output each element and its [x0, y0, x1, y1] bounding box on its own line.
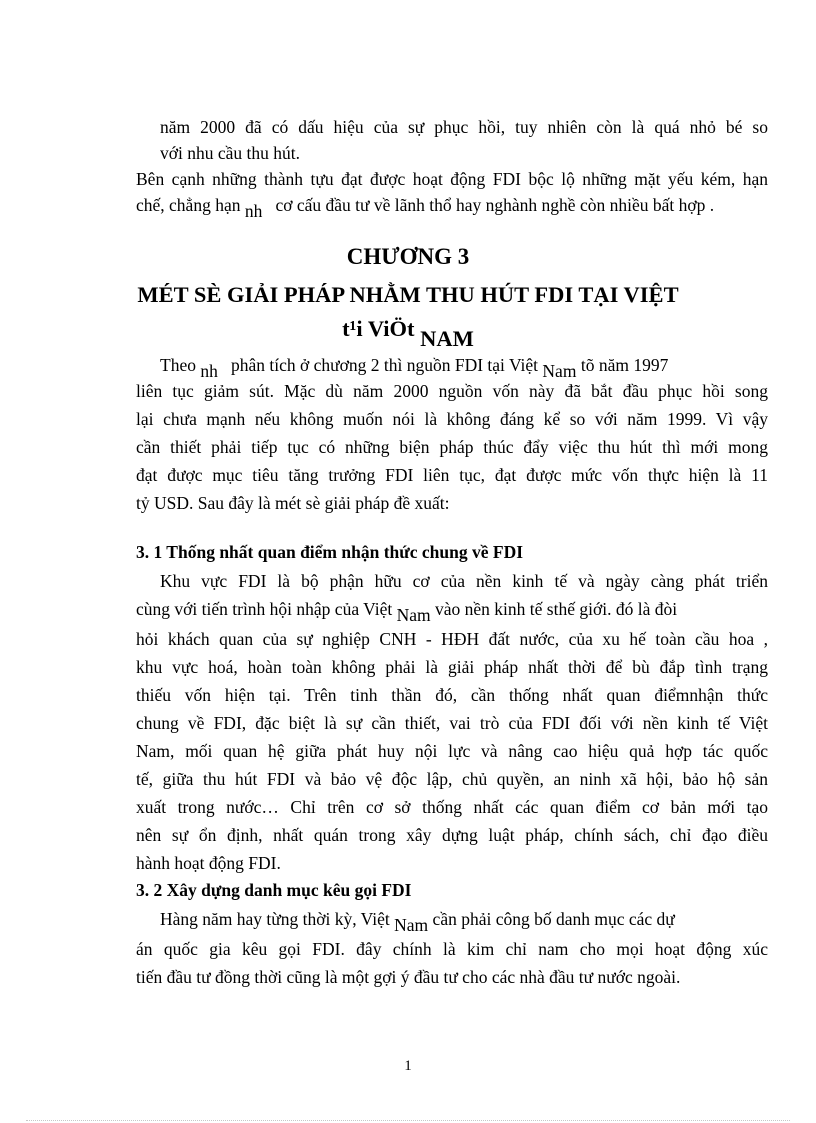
- s31-line-2: [136, 598, 677, 626]
- intro-line-4-text-a: chế, chẳng hạn: [136, 195, 241, 215]
- s31-line-4: khu vực hoá, hoàn toàn không phải là giải pháp nhất thời để bù đắp tình trạng: [136, 657, 768, 677]
- p1-line-1-sub: nh: [200, 361, 218, 381]
- chapter-title-line-2-a: t¹i ViÖt: [342, 316, 415, 341]
- s32-line-1-sub: Nam: [394, 915, 429, 935]
- p1-line-1-a: Theo: [160, 355, 196, 375]
- s32-line-1-a: Hàng năm hay từng thời kỳ, Việt: [160, 909, 390, 929]
- p1-line-6: tỷ USD. Sau đây là mét sè giải pháp đề xuất:: [136, 493, 450, 513]
- intro-line-3: Bên cạnh những thành tựu đạt được hoạt động FDI bộc lộ những mặt yếu kém, hạn: [136, 169, 768, 189]
- intro-line-1: năm 2000 đã có dấu hiệu của sự phục hồi, tuy nhiên còn là quá nhỏ bé so: [160, 117, 768, 137]
- s31-line-2-b: vào nền kinh tế sthế giới. đó là đòi: [435, 599, 678, 619]
- s31-line-3: hỏi khách quan của sự nghiệp CNH - HĐH đất nước, của xu hế toàn cầu hoa ,: [136, 629, 768, 649]
- p1-line-1-b: phân tích ở chương 2 thì nguồn FDI tại Việt: [230, 355, 539, 375]
- s31-line-10: nên sự ổn định, nhất quán trong xây dựng luật pháp, chính sách, chỉ đạo điều: [136, 825, 768, 845]
- chapter-title-line-2-b: NAM: [420, 326, 474, 351]
- p1-line-1: [160, 354, 668, 382]
- section-3-1-heading: 3. 1 Thống nhất quan điểm nhận thức chung về FDI: [136, 542, 524, 562]
- p1-line-1-c: tõ năm 1997: [580, 355, 669, 375]
- section-3-2-heading: 3. 2 Xây dựng danh mục kêu gọi FDI: [136, 880, 412, 900]
- s31-line-7: Nam, mối quan hệ giữa phát huy nội lực và nâng cao hiệu quả hợp tác quốc: [136, 741, 768, 761]
- s31-line-11: hành hoạt động FDI.: [136, 853, 281, 873]
- page-bottom-divider: [26, 1120, 790, 1121]
- intro-line-4: [136, 194, 714, 222]
- intro-line-4-sub: nh: [244, 201, 263, 221]
- chapter-title-line-1: MÉT SÈ GIẢI PHÁP NHẰM THU HÚT FDI TẠI VIỆT: [137, 282, 679, 307]
- chapter-title-line-2: [0, 316, 816, 352]
- s31-line-5: thiếu vốn hiện tại. Trên tinh thần đó, cần thống nhất quan điểmnhận thức: [136, 685, 768, 705]
- p1-line-2: liên tục giảm sút. Mặc dù năm 2000 nguồn vốn này đã bắt đầu phục hồi song: [136, 381, 768, 401]
- s31-line-9: xuất trong nước… Chỉ trên cơ sở thống nhất các quan điểm cơ bản mới tạo: [136, 797, 768, 817]
- p1-line-1-sub2: Nam: [542, 361, 577, 381]
- intro-line-4-text-b: cơ cấu đầu tư về lãnh thổ hay nghành nghề còn nhiều bất hợp .: [275, 195, 715, 215]
- s32-line-1-b: cần phải công bố danh mục các dự: [432, 909, 675, 929]
- chapter-number: CHƯƠNG 3: [346, 244, 470, 269]
- s31-line-2-a: cùng với tiến trình hội nhập của Việt: [136, 599, 393, 619]
- s32-line-1: [160, 908, 675, 936]
- s31-line-8: tế, giữa thu hút FDI và bảo vệ độc lập, chủ quyền, an ninh xã hội, bảo hộ sản: [136, 769, 768, 789]
- s31-line-2-sub: Nam: [396, 605, 431, 625]
- intro-line-2: với nhu cầu thu hút.: [160, 143, 300, 163]
- s32-line-2: án quốc gia kêu gọi FDI. đây chính là kim chỉ nam cho mọi hoạt động xúc: [136, 939, 768, 959]
- p1-line-4: cần thiết phải tiếp tục có những biện pháp thúc đẩy việc thu hút thì mới mong: [136, 437, 768, 457]
- s32-line-3: tiến đầu tư đồng thời cũng là một gợi ý đầu tư cho các nhà đầu tư nước ngoài.: [136, 967, 681, 987]
- p1-line-3: lại chưa mạnh nếu không muốn nói là không đáng kể so với năm 1999. Vì vậy: [136, 409, 768, 429]
- s31-line-1: Khu vực FDI là bộ phận hữu cơ của nền kinh tế và ngày càng phát triển: [160, 571, 768, 591]
- page-number: 1: [404, 1058, 412, 1074]
- p1-line-5: đạt được mục tiêu tăng trưởng FDI liên tục, đạt được mức vốn thực hiện là 11: [136, 465, 768, 485]
- s31-line-6: chung về FDI, đặc biệt là sự cần thiết, vai trò của FDI đối với nền kinh tế Việt: [136, 713, 768, 733]
